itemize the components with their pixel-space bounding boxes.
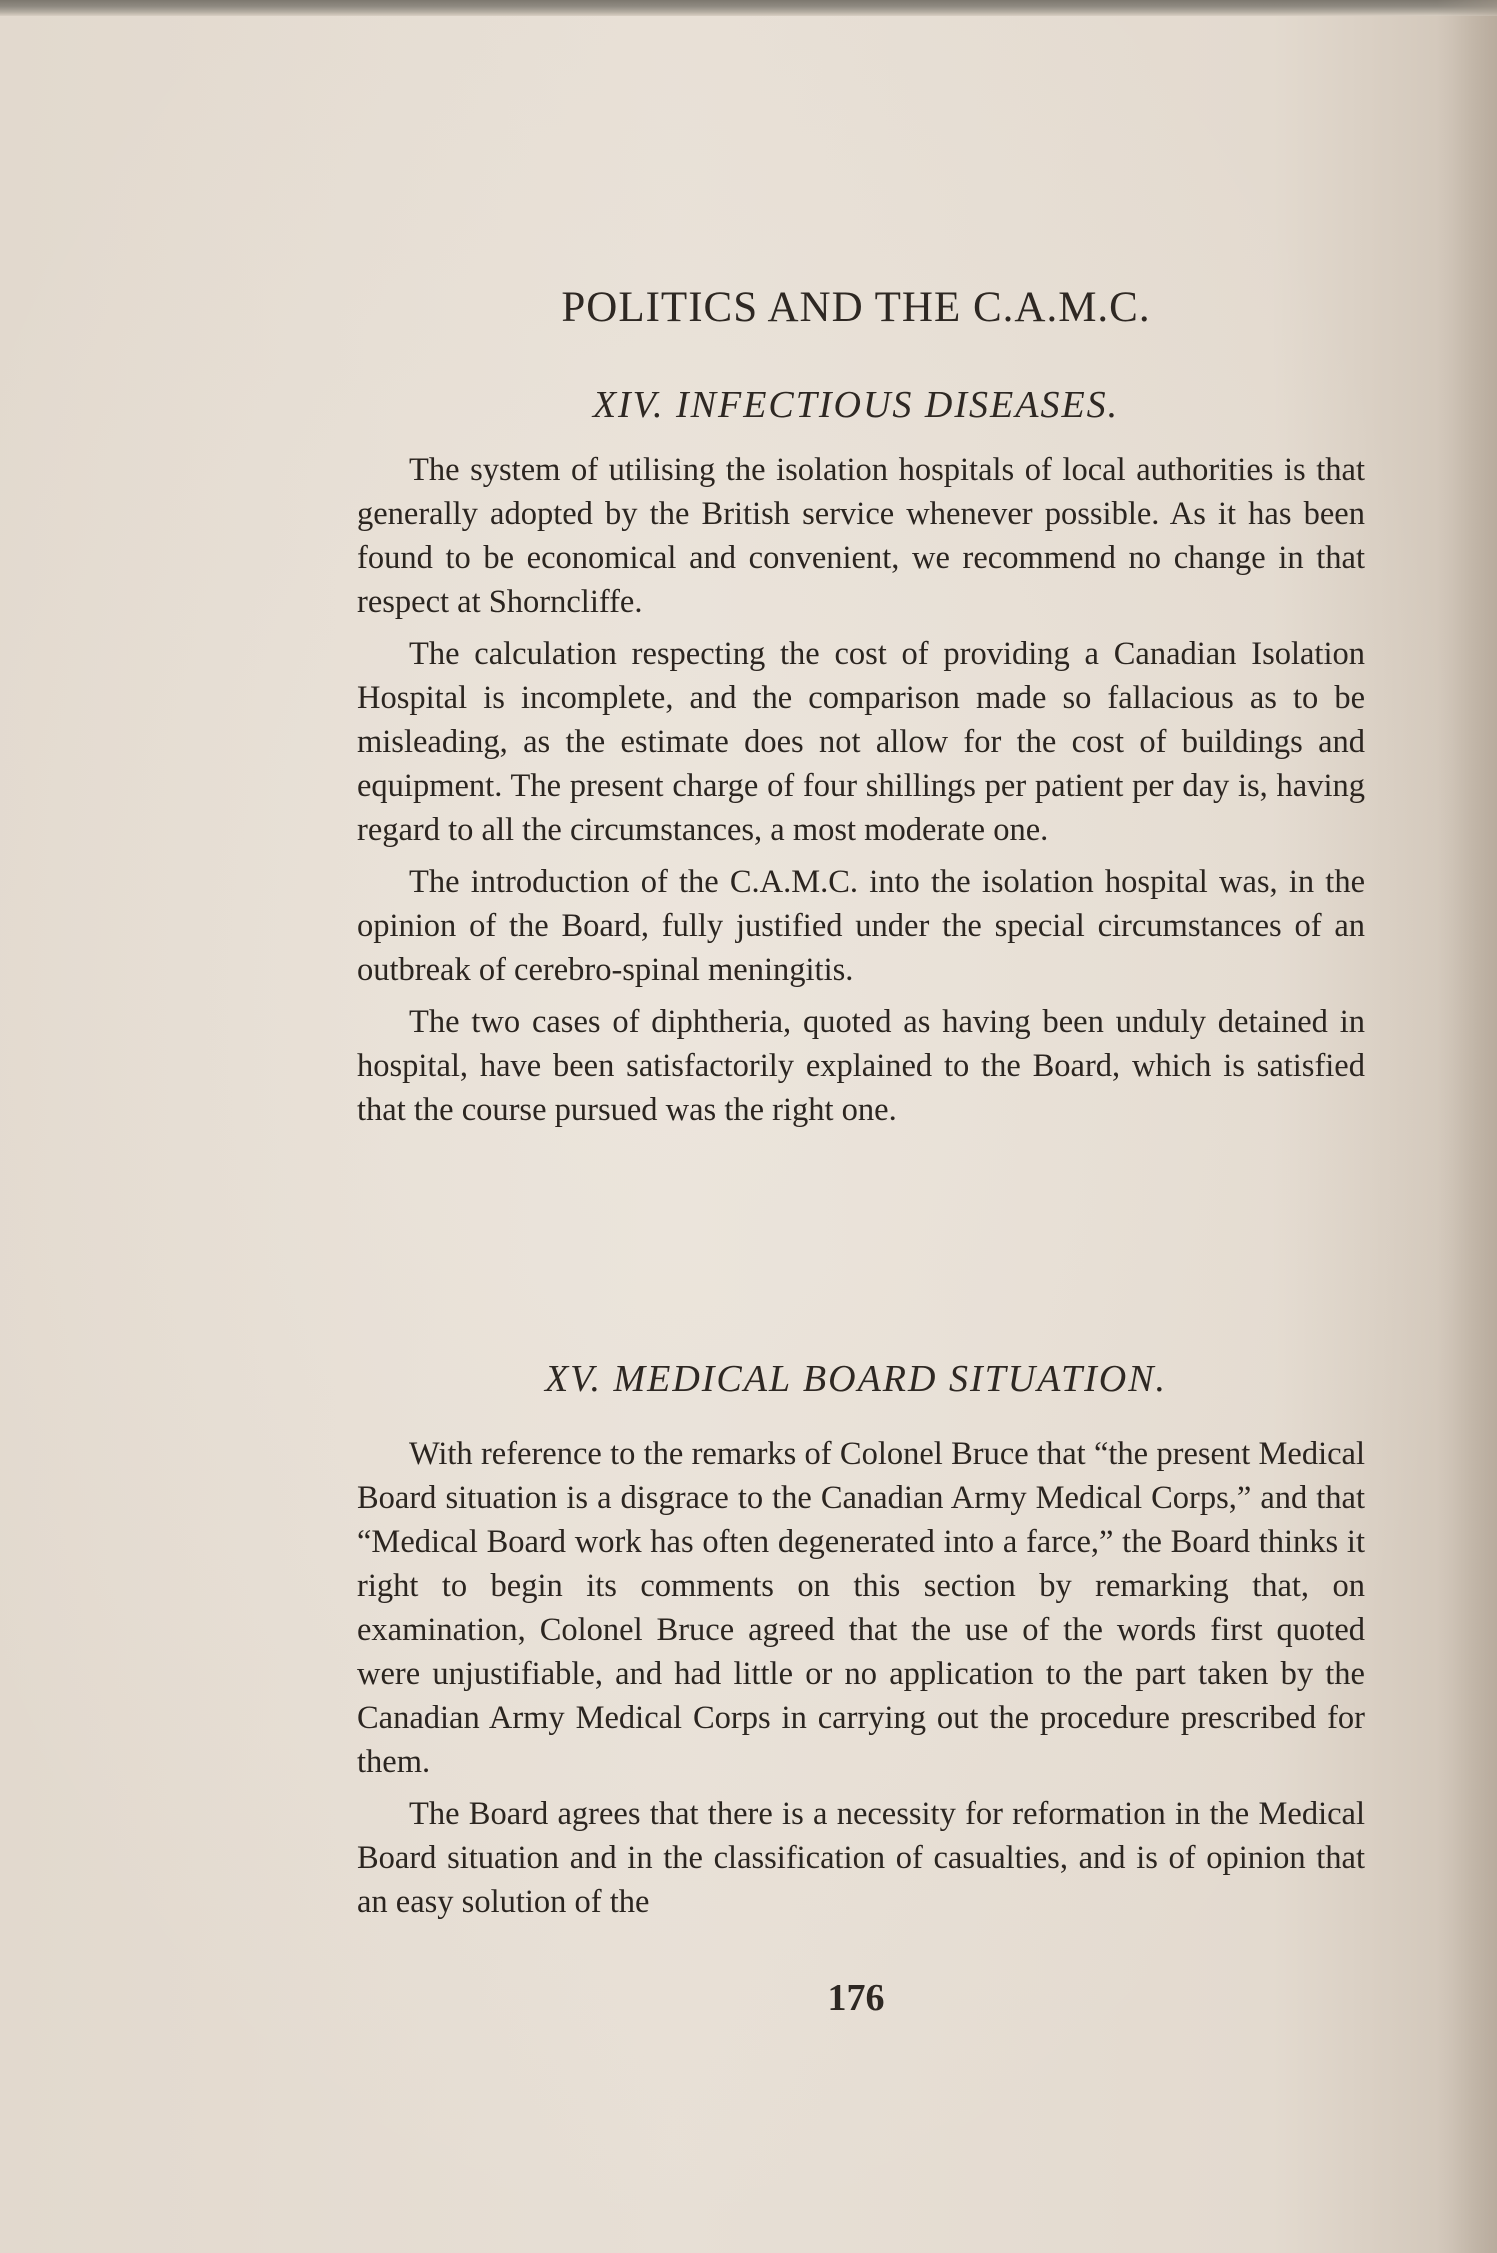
- page-top-edge: [0, 0, 1497, 16]
- paragraph: With reference to the remarks of Colonel Bruce that “the present Medical Board situation is a disgrace to the Canadian Army Medical Corps,” and that “Medical Board work has often degenerated into a farce,” the Board thinks it right to begin its comments on this section by remarking that, on examination, Colonel Bruce agreed that the use of the words first quoted were unjustifiable, and had little or no application to the part taken by the Canadian Army Medical Corps in carrying out the procedure prescribed for them.: [357, 1436, 1365, 1780]
- paragraph: The introduction of the C.A.M.C. into the isolation hospital was, in the opinion of the Board, fully justified under the special circumstances of an outbreak of cerebro-spinal meningitis.: [357, 864, 1365, 988]
- section-body-medical-board-situation: [357, 1432, 1365, 1924]
- section-heading-medical-board-situation: XV. MEDICAL BOARD SITUATION.: [544, 1358, 1168, 1400]
- paragraph: The system of utilising the isolation hospitals of local authorities is that generally adopted by the British service whenever possible. As it has been found to be economical and convenient, we recommend no change in that respect at Shorncliffe.: [357, 452, 1365, 620]
- paragraph: The calculation respecting the cost of providing a Canadian Isolation Hospital is incomplete, and the comparison made so fallacious as to be misleading, as the estimate does not allow for the cost of buildings and equipment. The present charge of four shillings per patient per day is, having regard to all the circumstances, a most moderate one.: [357, 636, 1365, 848]
- page-number: 176: [827, 1977, 885, 2019]
- section-heading-infectious-diseases: XIV. INFECTIOUS DISEASES.: [592, 384, 1120, 426]
- paragraph: The two cases of diphtheria, quoted as having been unduly detained in hospital, have been satisfactorily explained to the Board, which is satisfied that the course pursued was the right one.: [357, 1004, 1365, 1128]
- running-head: POLITICS AND THE C.A.M.C.: [561, 284, 1151, 331]
- section-body-infectious-diseases: [357, 448, 1365, 1132]
- paragraph: The Board agrees that there is a necessity for reformation in the Medical Board situation and in the classification of casualties, and is of opinion that an easy solution of the: [357, 1796, 1365, 1920]
- page-gutter-shadow: [1437, 0, 1497, 2253]
